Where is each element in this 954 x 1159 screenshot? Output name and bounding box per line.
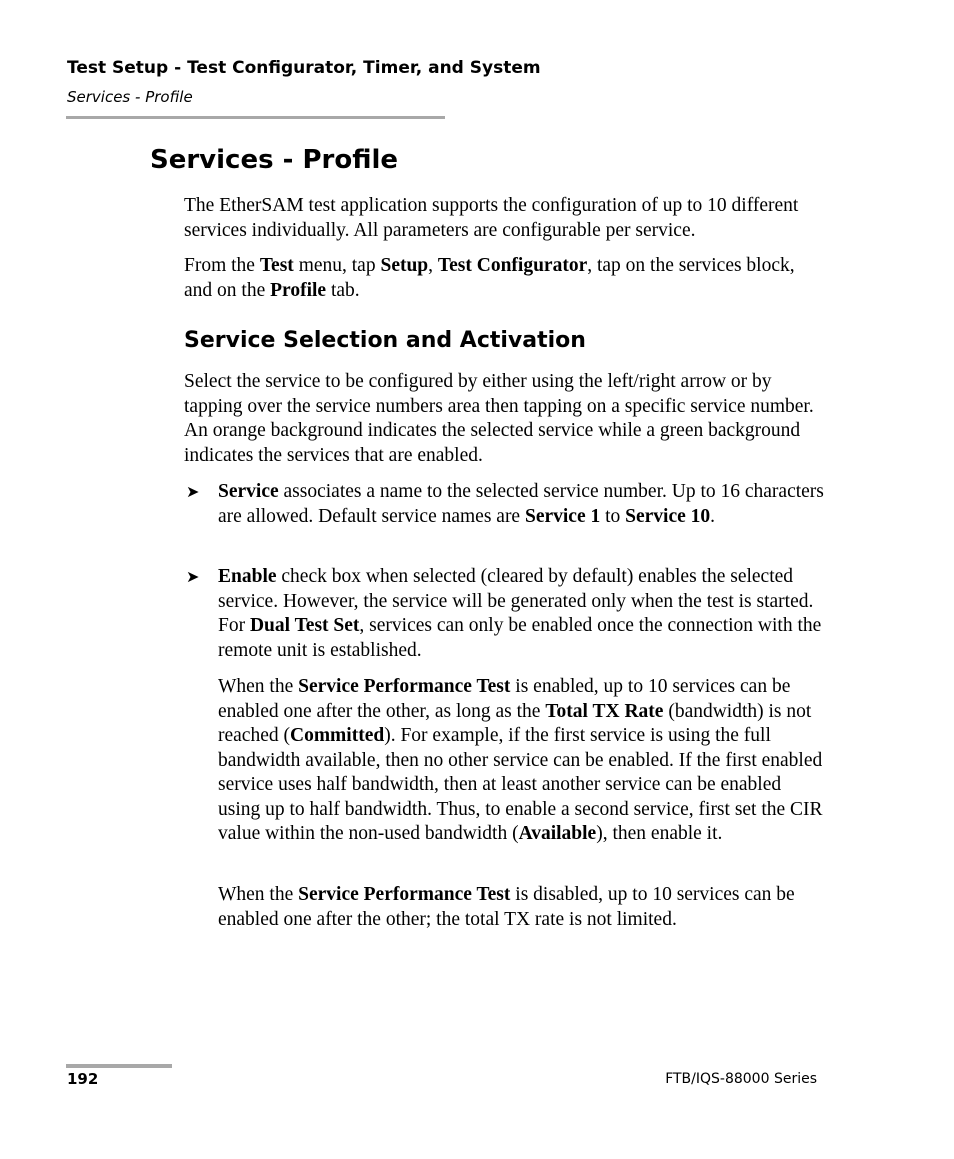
term-service-1: Service 1 — [524, 505, 601, 527]
section-title: Service Selection and Activation — [184, 328, 586, 353]
text-run: (bandwidth) is not reached ( — [218, 700, 812, 746]
term-available: Available — [518, 823, 597, 844]
page-title: Services - Profile — [150, 145, 399, 175]
text-run: , services can only be enabled once the connection with the remote unit is established. — [218, 615, 822, 661]
text-run: ). For example, if the first service is using the full bandwidth available, then no other service can be enabled. If the first enabled service uses half bandwidth, then at least another service can be enabled using up to half bandwidth. Thus, to enable a second service, first set the CIR value within the non-used bandwidth ( — [218, 725, 823, 844]
page-number: 192 — [67, 1070, 99, 1088]
running-header-title: Test Setup - Test Configurator, Timer, and System — [67, 58, 541, 78]
term-service-10: Service 10 — [625, 505, 711, 527]
term-committed: Committed — [289, 725, 385, 746]
text-run: . — [710, 505, 716, 527]
term-service-performance-test: Service Performance Test — [298, 676, 511, 697]
product-series: FTB/IQS-88000 Series — [665, 1071, 817, 1087]
enable-paragraph-performance-disabled — [218, 883, 824, 932]
term-service-performance-test: Service Performance Test — [298, 884, 511, 905]
text-run: , — [428, 255, 438, 276]
section-paragraph: Select the service to be configured by either using the left/right arrow or by tapping over the service numbers area then tapping on a specific service number. An orange background indicates the selected service while a green background indicates the services that are enabled. — [184, 371, 814, 466]
intro-paragraph-1: The EtherSAM test application supports the configuration of up to 10 different services individually. All parameters are configurable per service. — [184, 195, 799, 241]
term-enable: Enable — [218, 566, 277, 587]
text-run: is enabled, up to 10 services can be enabled one after the other, as long as the — [218, 676, 791, 722]
text-run: check box when selected (cleared by default) enables the selected service. However, the service will be generated only when the test is started. For — [218, 566, 814, 636]
running-header-section: Services - Profile — [67, 88, 193, 106]
text-run: menu, tap — [293, 255, 381, 276]
header-rule — [66, 116, 445, 119]
bullet-arrow-icon: ➤ — [186, 569, 200, 586]
text-run: From the — [184, 255, 260, 276]
term-dual-test-set: Dual Test Set — [249, 615, 360, 636]
term-total-tx-rate: Total TX Rate — [545, 700, 664, 722]
text-run: ), then enable it. — [596, 823, 723, 844]
text-run: When the — [218, 884, 299, 905]
menu-name-test: Test — [259, 255, 294, 276]
text-run: When the — [218, 676, 299, 697]
footer-rule — [66, 1064, 172, 1068]
text-run: tab. — [326, 279, 360, 301]
term-service: Service — [218, 481, 279, 502]
menu-name-setup: Setup — [380, 255, 429, 276]
intro-paragraph-2 — [184, 254, 824, 303]
menu-name-test-configurator: Test Configurator — [437, 255, 588, 276]
enable-paragraph-performance-enabled — [218, 675, 824, 847]
text-run: is disabled, up to 10 services can be enabled one after the other; the total TX rate is not limited. — [218, 884, 795, 930]
bullet-enable — [218, 565, 824, 663]
tab-name-profile: Profile — [270, 279, 327, 301]
bullet-service — [218, 480, 824, 529]
bullet-arrow-icon: ➤ — [186, 484, 200, 501]
text-run: associates a name to the selected service number. Up to 16 characters are allowed. Default service names are — [218, 481, 824, 527]
text-run: , tap on the services block, and on the — [184, 255, 795, 301]
text-run: to — [600, 505, 626, 527]
